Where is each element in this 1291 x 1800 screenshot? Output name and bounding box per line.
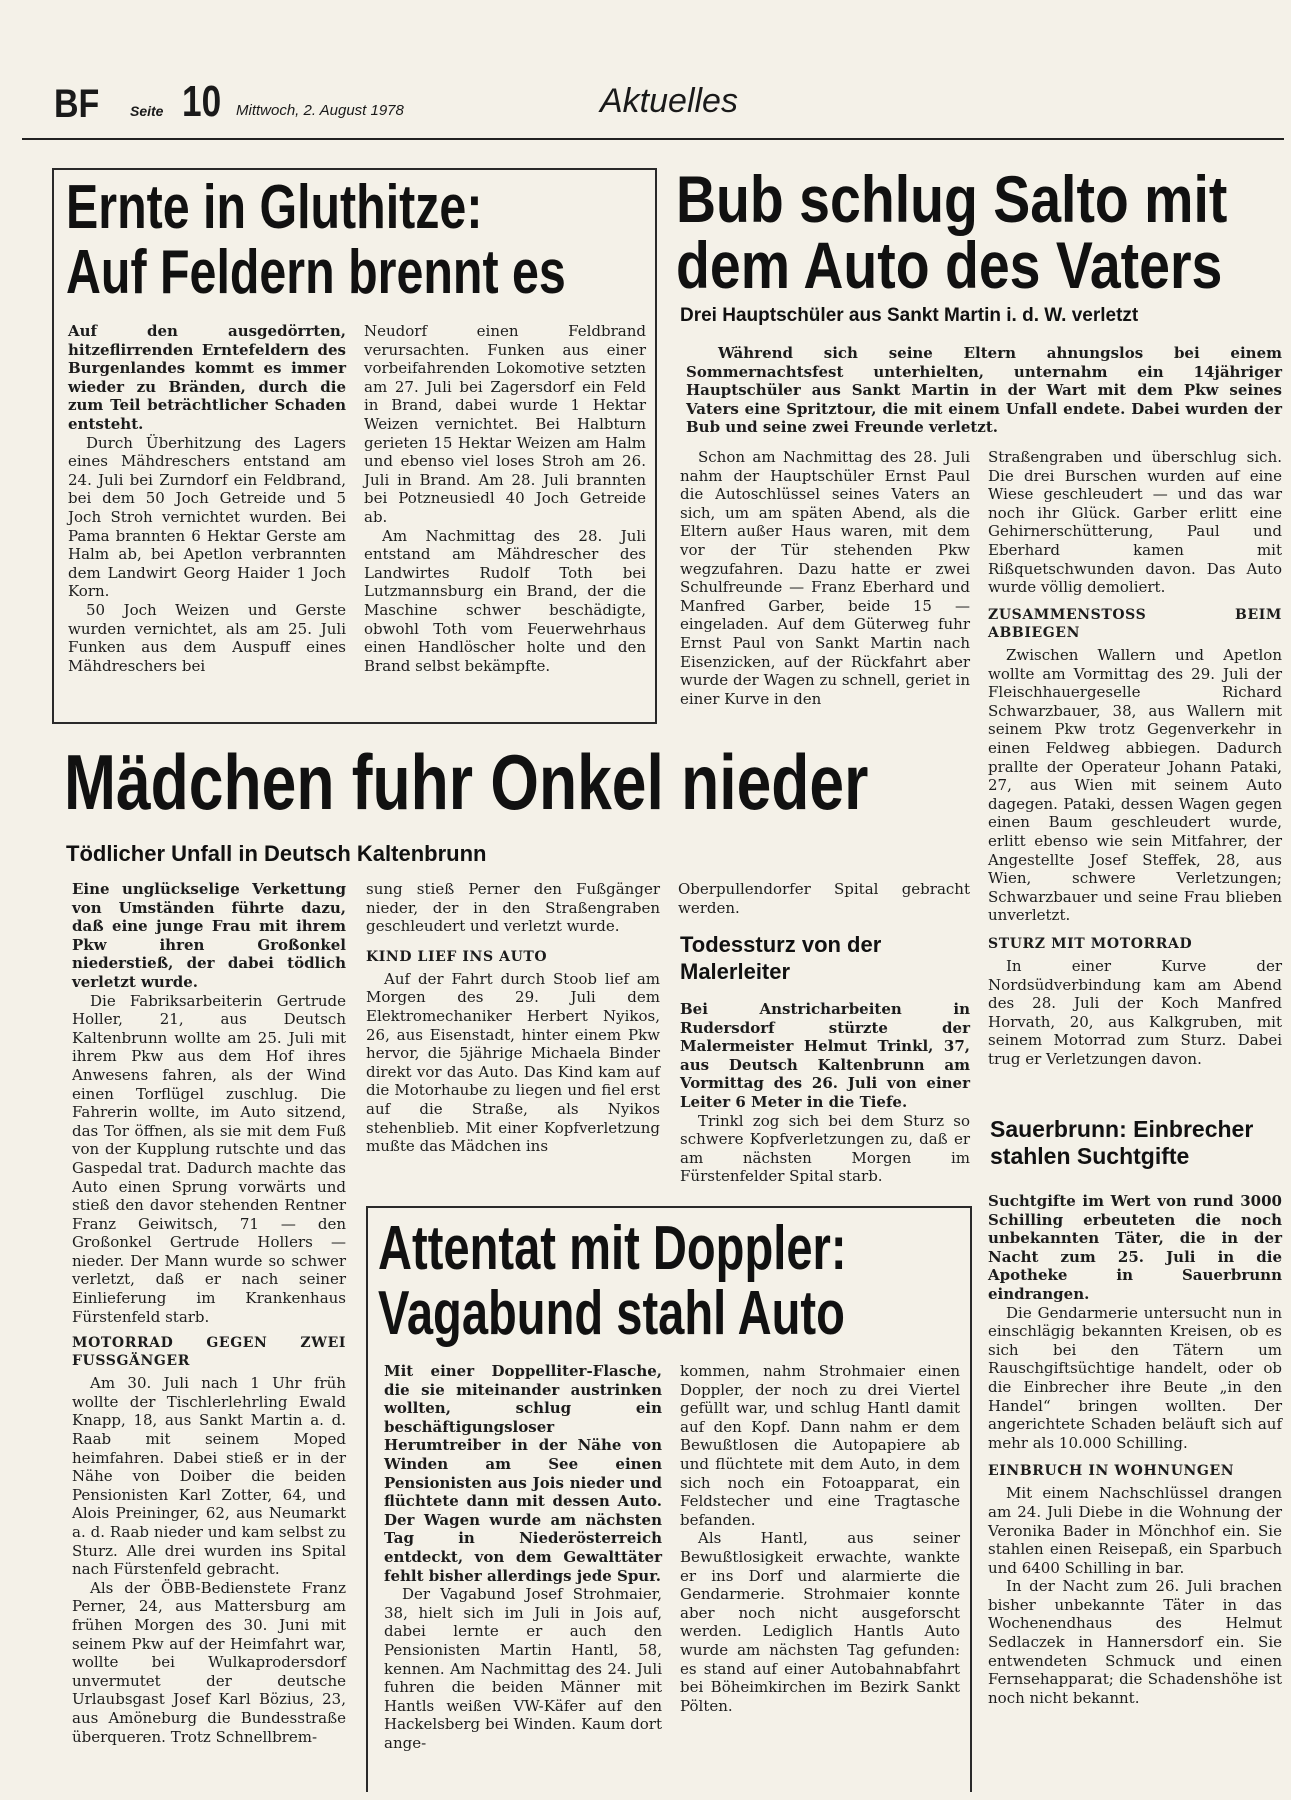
sauerbrunn-article bbox=[988, 1192, 1282, 1707]
bub-paragraph: Schon am Nachmittag des 28. Juli nahm der Hauptschüler Ernst Paul die Autoschlüssel seines Vaters an sich, um am späten Abend, als die Eltern außer Haus waren, mit dem vor der Tür stehenden Pkw wegzufahren. Dazu hatte er zwei Schulfreunde — Franz Eberhard und Manfred Garber, beide 15 — eingeladen. Auf dem Güterweg fuhr Ernst Paul von Sankt Martin nach Eisenzicken, auf der Rückfahrt aber wurde der Wagen zu schnell, geriet in einer Kurve in den bbox=[680, 448, 970, 708]
ernte-headline-line2: Auf Feldern brennt es bbox=[66, 238, 566, 307]
masthead-logo: BF bbox=[54, 82, 100, 126]
bub-lead-text: Während sich seine Eltern ahnungslos bei einem Sommernachtsfest unterhielten, unternahm ein 14jähriger Hauptschüler aus Sankt Martin in der Wart mit dem Pkw seines Vaters eine Spritztour, die mit einem Unfall endete. Dabei wurden der Bub und seine zwei Freunde verletzt. bbox=[686, 344, 1282, 437]
bub-column-2 bbox=[988, 448, 1282, 597]
sauerbrunn-text: Die Gendarmerie untersucht nun in einschlägig bekannten Kreisen, ob es sich bei den Tätern um Rauschgiftsüchtige handelt, oder ob die Einbrecher ihre Beute „in den Handel“ bringen wollten. Der angerichtete Schaden beläuft sich auf mehr als 10.000 Schilling. bbox=[988, 1303, 1282, 1452]
attentat-text: Der Vagabund Josef Strohmaier, 38, hielt sich im Juli in Jois auf, dabei lernte er auch den Pensionisten Martin Hantl, 58, kennen. Am Nachmittag des 24. Juli fuhren die beiden Männer mit Hantls weißen VW-Käfer auf den Hackelsberg bei Winden. Kaum dort ange- bbox=[384, 1585, 662, 1752]
ernte-paragraph: Durch Überhitzung des Lagers eines Mähdreschers entstand am 24. Juli bei Zurndorf ein Feldbrand, bei dem 50 Joch Getreide und 5 Joch Stroh vernichtet wurden. Bei Pama brannten 6 Hektar Gerste am Halm ab, bei Apetlon verbrannten dem Landwirt Georg Haider 1 Joch Korn. bbox=[68, 433, 346, 601]
sauerbrunn-lead: Suchtgifte im Wert von rund 3000 Schilling erbeuteten die noch unbekannten Täter, die in der Nacht zum 25. Juli in die Apotheke in Sauerbrunn eindrangen. bbox=[988, 1192, 1282, 1303]
ernte-column-2 bbox=[364, 322, 646, 675]
maedchen-headline: Mädchen fuhr Onkel nieder bbox=[64, 738, 869, 826]
todessturz-lead: Bei Anstricharbeiten in Rudersdorf stürzte der Malermeister Helmut Trinkl, 37, aus Deutsch Kaltenbrunn am Vormittag des 26. Juli von einer Leiter 6 Meter in die Tiefe. bbox=[680, 1000, 970, 1111]
einbruch-text: In der Nacht zum 26. Juli brachen bisher unbekannte Täter in das Wochenendhaus des Helmut Sedlaczek in Hannersdorf ein. Sie entwendeten Schmuck und einen Fernsehapparat; die Schadenshöhe ist noch nicht bekannt. bbox=[988, 1577, 1282, 1707]
maedchen-subhead: Tödlicher Unfall in Deutsch Kaltenbrunn bbox=[66, 841, 487, 866]
motorrad-text: Als der ÖBB-Bedienstete Franz Perner, 24, aus Mattersburg am frühen Morgen des 30. Juni mit seinem Pkw auf der Heimfahrt war, wollte bei Wulkaprodersdorf unvermutet der deutsche Urlaubsgast Josef Karl Bözius, 23, aus Amöneburg die Bundesstraße überqueren. Trotz Schnellbrem- bbox=[72, 1578, 346, 1746]
sturz-text: In einer Kurve der Nordsüdverbindung kam am Abend des 28. Juli der Koch Manfred Horvath, 20, aus Kalkgruben, mit seinem Motorrad zum Sturz. Dabei trug er Verletzungen davon. bbox=[988, 956, 1282, 1068]
attentat-text: Als Hantl, aus seiner Bewußtlosigkeit erwachte, wankte er ins Dorf und alarmierte die Gendarmerie. Strohmaier konnte aber noch nicht ausgeforscht werden. Lediglich Hantls Auto wurde am nächsten Tag gefunden: es stand auf einer Autobahnabfahrt bei Böheimkirchen im Bezirk Sankt Pölten. bbox=[680, 1529, 960, 1715]
bub-lead bbox=[686, 344, 1282, 437]
sauerbrunn-headline: Sauerbrunn: Einbrecher stahlen Suchtgifte bbox=[990, 1116, 1254, 1169]
zusammenstoss-heading: ZUSAMMENSTOSS BEIM ABBIEGEN bbox=[988, 607, 1282, 641]
ernte-paragraph: 50 Joch Weizen und Gerste wurden vernichtet, als am 25. Juli Funken aus dem Auspuff eines Mähdreschers bei bbox=[68, 600, 346, 675]
ernte-paragraph: Am Nachmittag des 28. Juli entstand am Mähdrescher des Landwirtes Rudolf Toth bei Lutzmannsburg ein Brand, der die Maschine schwer beschädigte, obwohl Toth vom Feuerwehrhaus einen Handlöscher holte und den Brand selbst bekämpfte. bbox=[364, 526, 646, 675]
einbruch-text: Mit einem Nachschlüssel drangen am 24. Juli Diebe in die Wohnung der Veronika Bader in Mönchhof ein. Sie stahlen einen Reisepaß, ein Sparbuch und 6400 Schilling in bar. bbox=[988, 1484, 1282, 1577]
maedchen-text: Die Fabriksarbeiterin Gertrude Holler, 21, aus Deutsch Kaltenbrunn wollte am 25. Juli mit ihrem Pkw aus dem Hof ihres Anwesens fahren, als der Wind einen Torflügel zuschlug. Die Fahrerin wollte, im Auto sitzend, das Tor öffnen, als sie mit dem Fuß von der Kupplung rutschte und das Gaspedal trat. Dadurch machte das Auto einen Sprung vorwärts und stieß den davor stehenden Rentner Franz Geiwitsch, 71 — den Großonkel Gertrude Hollers — nieder. Der Mann wurde so schwer verletzt, daß er nach seiner Einlieferung im Krankenhaus Fürstenfeld starb. bbox=[72, 991, 346, 1326]
todessturz-text: Trinkl zog sich bei dem Sturz so schwere Kopfverletzungen zu, daß er am nächsten Morgen im Fürstenfelder Spital starb. bbox=[680, 1111, 970, 1186]
attentat-text: kommen, nahm Strohmaier einen Doppler, der noch zu drei Viertel gefüllt war, und schlug Hantl damit auf den Kopf. Dann nahm er dem Bewußtlosen die Autopapiere ab und flüchtete mit dem Auto, in dem sich noch ein Fotoapparat, ein Feldstecher und eine Tragtasche befanden. bbox=[680, 1362, 960, 1529]
maedchen-column-2 bbox=[366, 880, 660, 1156]
bub-headline-line1: Bub schlug Salto mit bbox=[676, 162, 1228, 236]
masthead-rule bbox=[22, 138, 1284, 140]
right-column bbox=[988, 600, 1282, 1068]
motorrad-text: Am 30. Juli nach 1 Uhr früh wollte der Tischlerlehrling Ewald Knapp, 18, aus Sankt Martin a. d. Raab mit seinem Moped heimfahren. Dabei stieß er in der Nähe von Doiber die beiden Pensionisten Karl Zotter, 64, und Alois Preininger, 62, aus Neumarkt a. d. Raab nieder und kam selbst zu Sturz. Alle drei wurden ins Spital nach Fürstenfeld gebracht. bbox=[72, 1374, 346, 1579]
bub-column-1 bbox=[680, 448, 970, 708]
page-label: Seite bbox=[130, 103, 164, 119]
kind-heading: KIND LIEF INS AUTO bbox=[366, 948, 548, 965]
maedchen-text: sung stieß Perner den Fußgänger nieder, der in den Straßengraben geschleudert und verletzt wurde. bbox=[366, 880, 660, 936]
masthead bbox=[22, 77, 1284, 130]
maedchen-text: Oberpullendorfer Spital gebracht werden. bbox=[678, 880, 970, 917]
page-number: 10 bbox=[182, 77, 222, 126]
sturz-heading: STURZ MIT MOTORRAD bbox=[988, 935, 1193, 952]
bub-headline-line2: dem Auto des Vaters bbox=[676, 228, 1223, 302]
bub-subhead: Drei Hauptschüler aus Sankt Martin i. d. W. verletzt bbox=[680, 305, 1139, 326]
ernte-lead: Auf den ausgedörrten, hitzeflirrenden Erntefeldern des Burgenlandes kommt es immer wieder zu Bränden, durch die zum Teil beträchtlicher Schaden entsteht. bbox=[68, 322, 346, 433]
maedchen-column-1 bbox=[72, 880, 346, 1746]
todessturz-headline: Todessturz von der Malerleiter bbox=[680, 932, 882, 984]
maedchen-lead: Eine unglückselige Verkettung von Umständen führte dazu, daß eine junge Frau mit ihrem Pkw ihren Großonkel niederstieß, der dabei tödlich verletzt wurde. bbox=[72, 880, 346, 991]
attentat-lead: Mit einer Doppelliter-Flasche, die sie miteinander austrinken wollten, schlug ein beschäftigungsloser Herumtreiber in der Nähe von Winden am See einen Pensionisten aus Jois nieder und flüchtete dann mit dessen Auto. Der Wagen wurde am nächsten Tag in Niederösterreich entdeckt, von dem Gewalttäter fehlt bisher allerdings jede Spur. bbox=[384, 1362, 662, 1585]
attentat-headline-line2: Vagabund stahl Auto bbox=[378, 1279, 845, 1348]
attentat-column-2 bbox=[680, 1362, 960, 1715]
motorrad-heading: MOTORRAD GEGEN ZWEI FUSSGÄNGER bbox=[72, 1335, 346, 1370]
maedchen-column-3 bbox=[678, 880, 970, 917]
section-title: Aktuelles bbox=[600, 82, 738, 120]
attentat-column-1 bbox=[384, 1362, 662, 1752]
attentat-headline-line1: Attentat mit Doppler: bbox=[378, 1214, 847, 1283]
ernte-column-1 bbox=[68, 322, 346, 675]
ernte-paragraph: Neudorf einen Feldbrand verursachten. Funken aus einer vorbeifahrenden Lokomotive setzten am 27. Juli bei Zagersdorf ein Feld in Brand, dabei wurde 1 Hektar Weizen vernichtet. Bei Halbturn gerieten 15 Hektar Weizen am Halm und ebenso viel loses Stroh am 26. Juli in Brand. Am 28. Juli brannten bei Potzneusiedl 40 Joch Getreide ab. bbox=[364, 322, 646, 526]
kind-text: Auf der Fahrt durch Stoob lief am Morgen des 29. Juli dem Elektromechaniker Herbert Nyikos, 26, aus Eisenstadt, hinter einem Pkw hervor, die 5jährige Michaela Binder direkt vor das Auto. Das Kind kam auf die Motorhaube zu liegen und fiel erst auf die Straße, als Nyikos stehenblieb. Mit einer Kopfverletzung mußte das Mädchen ins bbox=[366, 969, 660, 1156]
todessturz-article bbox=[680, 1000, 970, 1186]
ernte-headline-line1: Ernte in Gluthitze: bbox=[66, 173, 483, 242]
issue-date: Mittwoch, 2. August 1978 bbox=[236, 102, 404, 119]
zusammenstoss-text: Zwischen Wallern und Apetlon wollte am Vormittag des 29. Juli der Fleischhauergeselle Richard Schwarzbauer, 38, aus Wallern mit seinem Pkw trotz Gegenverkehr in einen Feldweg abbiegen. Dadurch prallte der Operateur Johann Pataki, 27, aus Wien mit seinem Auto dagegen. Pataki, dessen Wagen gegen einen Baum geschleudert wurde, erlitt ebenso wie sein Mitfahrer, der Angestellte Josef Steffek, 28, aus Wien, schwere Verletzungen; Schwarzbauer und seine Frau blieben unverletzt. bbox=[988, 646, 1282, 925]
bub-paragraph: Straßengraben und überschlug sich. Die drei Burschen wurden auf eine Wiese geschleudert — und das war noch ihr Glück. Garber erlitt eine Gehirnerschütterung, Paul und Eberhard kamen mit Rißquetschwunden davon. Das Auto wurde völlig demoliert. bbox=[988, 448, 1282, 597]
einbruch-heading: EINBRUCH IN WOHNUNGEN bbox=[988, 1463, 1235, 1480]
